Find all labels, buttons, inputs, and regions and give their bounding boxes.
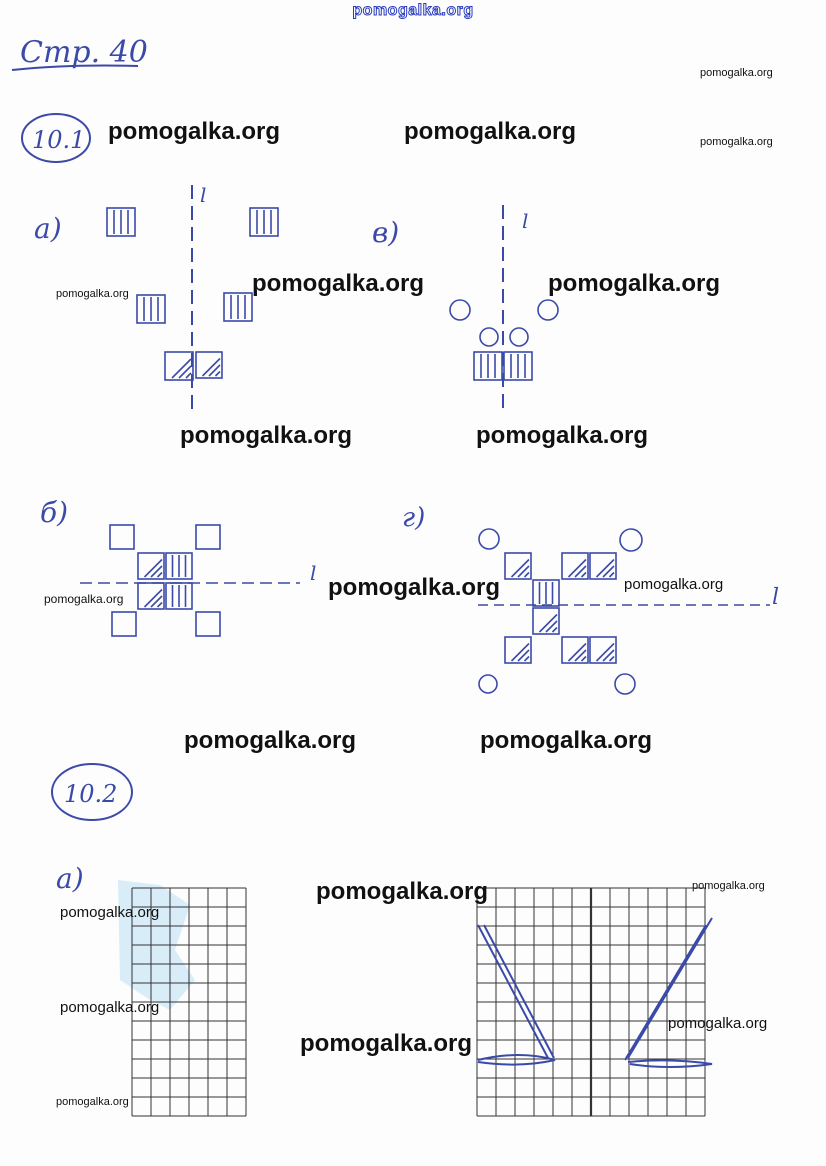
watermark: pomogalka.org (404, 118, 577, 145)
part-c-axis-label: l (522, 209, 529, 233)
grid-right (477, 888, 705, 1116)
diagonal-square-hatch (179, 366, 191, 378)
diagonal-square-hatch (582, 573, 587, 578)
part-b-axis-label: l (310, 561, 317, 585)
page-label: Стр. 40 (20, 35, 148, 70)
watermark: pomogalka.org (180, 422, 353, 449)
watermark: pomogalka.org (252, 270, 425, 297)
plain-square (110, 525, 134, 549)
watermark: pomogalka.org (692, 880, 765, 892)
watermark: pomogalka.org (328, 574, 501, 601)
diagonal-square-hatch (525, 573, 530, 578)
watermark: pomogalka.org (700, 67, 773, 79)
header-watermark: pomogalka.org (352, 2, 474, 19)
diagonal-square-hatch (546, 621, 557, 632)
grid-right-drawing (478, 918, 712, 1067)
diagonal-square-hatch (582, 657, 587, 662)
part-d-figures (479, 529, 642, 694)
diagonal-square-hatch (610, 573, 615, 578)
diagonal-square-hatch (158, 603, 163, 608)
diagonal-square-hatch (603, 650, 614, 661)
part-d-label: г) (402, 503, 426, 533)
circle-figure (479, 529, 499, 549)
diagonal-square-hatch (186, 373, 191, 378)
diagonal-square-hatch (603, 566, 614, 577)
diagonal-square-hatch (518, 650, 529, 661)
diagonal-square-hatch (216, 372, 221, 377)
watermark: pomogalka.org (700, 136, 773, 148)
watermark: pomogalka.org (668, 1015, 768, 1032)
diagonal-square-hatch (209, 365, 220, 376)
watermark: pomogalka.org (44, 592, 124, 606)
problem-2-number: 10.2 (64, 780, 118, 808)
diagonal-square-hatch (158, 573, 163, 578)
watermark: pomogalka.org (60, 999, 160, 1016)
part-b-figures (110, 525, 220, 636)
part-a-label: а) (34, 212, 62, 245)
part-b-label: б) (40, 496, 69, 529)
watermark: pomogalka.org (624, 576, 724, 593)
plain-square (196, 525, 220, 549)
watermark: pomogalka.org (476, 422, 649, 449)
watermark: pomogalka.org (548, 270, 721, 297)
watermark: pomogalka.org (108, 118, 281, 145)
circle-figure (615, 674, 635, 694)
diagonal-square-hatch (575, 566, 586, 577)
watermark: pomogalka.org (316, 878, 489, 905)
diagonal-square-hatch (151, 596, 162, 607)
problem-1-number: 10.1 (32, 126, 86, 154)
watermark: pomogalka.org (56, 288, 129, 300)
plain-square (196, 612, 220, 636)
circle-figure (538, 300, 558, 320)
part-c-label: в) (372, 216, 400, 249)
circle-figure (620, 529, 642, 551)
diagonal-square-hatch (553, 628, 558, 633)
watermark: pomogalka.org (56, 1096, 129, 1108)
watermark: pomogalka.org (300, 1030, 473, 1057)
circle-figure (450, 300, 470, 320)
circle-figure (510, 328, 528, 346)
diagonal-square-hatch (610, 657, 615, 662)
circle-figure (480, 328, 498, 346)
diagonal-square-hatch (151, 566, 162, 577)
plain-square (112, 612, 136, 636)
diagonal-square-hatch (575, 650, 586, 661)
watermark: pomogalka.org (184, 727, 357, 754)
watermark: pomogalka.org (60, 904, 160, 921)
diagonal-square-hatch (525, 657, 530, 662)
diagonal-square-hatch (518, 566, 529, 577)
part-d-axis-label: l (772, 585, 780, 610)
watermark: pomogalka.org (480, 727, 653, 754)
part-a-axis-label: l (200, 183, 207, 207)
circle-figure (479, 675, 497, 693)
part-2a-label: а) (56, 862, 84, 895)
